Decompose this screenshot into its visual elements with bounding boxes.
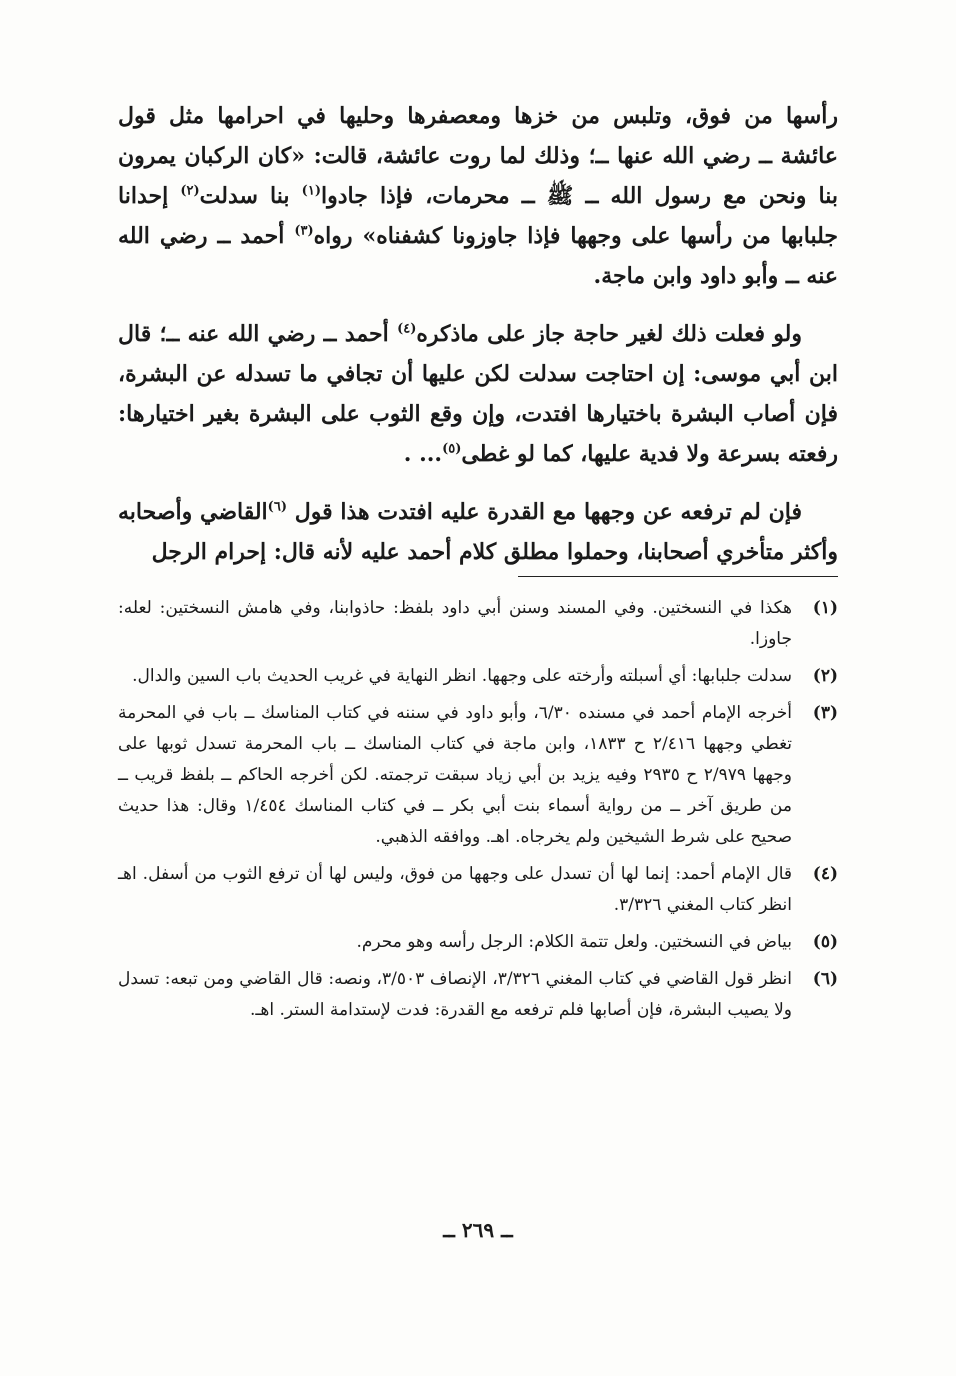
paragraph-3 xyxy=(118,492,838,572)
footnote-6 xyxy=(118,964,838,1026)
footnote-number: (١) xyxy=(812,598,838,618)
footnote-text: بياض في النسختين. ولعل تتمة الكلام: الرجل رأسه وهو محرم. xyxy=(356,932,792,952)
footnote-text: انظر قول القاضي في كتاب المغني ٣/٣٢٦، الإنصاف ٣/٥٠٣، ونصه: قال القاضي ومن تبعه: تسدل ولا يصيب البشرة، فإن أصابها فلم ترفعه مع القدرة: فدت لإستدامة الستر. اهـ. xyxy=(118,969,792,1020)
footnote-3 xyxy=(118,698,838,853)
paragraph-2-part-c: ... . xyxy=(403,441,443,467)
footnotes xyxy=(118,593,838,1026)
paragraph-2 xyxy=(118,314,838,474)
footnote-4 xyxy=(118,859,838,921)
footnote-number: (٥) xyxy=(812,932,838,952)
main-text xyxy=(118,96,838,572)
paragraph-1-part-d: أحمد ــ رضي الله عنه ــ وأبو داود وابن ماجة. xyxy=(118,223,838,289)
paragraph-1-part-c: إحدانا جلبابها من رأسها على وجهها فإذا جاوزونا كشفناه» رواه xyxy=(118,183,839,249)
footnote-marker-4: (٤) xyxy=(397,321,417,337)
footnote-5 xyxy=(118,927,838,958)
footnote-number: (٣) xyxy=(812,703,838,723)
footnote-marker-2: (٢) xyxy=(180,183,200,199)
paragraph-1-part-a: رأسها من فوق، وتلبس من خزها ومعصفرها وحليها في احرامها مثل قول عائشة ــ رضي الله عنها ــ؛ وذلك لما روت عائشة، قالت: «كان الركبان يمرون بنا ونحن مع رسول الله ــ ﷺ ــ محرمات، فإذا جادوا xyxy=(118,103,839,209)
footnote-marker-6: (٦) xyxy=(267,499,287,515)
footnote-number: (٤) xyxy=(812,864,838,884)
paragraph-2-part-a: ولو فعلت ذلك لغير حاجة جاز على ماذكره xyxy=(416,321,802,347)
footnote-2 xyxy=(118,661,838,692)
paragraph-3-part-a: فإن لم ترفعه عن وجهها مع القدرة عليه افتدت هذا قول xyxy=(286,499,802,525)
footnote-marker-3: (٣) xyxy=(294,223,314,239)
paragraph-3-part-b: القاضي وأصحابه وأكثر متأخري أصحابنا، وحملوا مطلق كلام أحمد عليه لأنه قال: إحرام الرجل xyxy=(118,499,838,565)
footnote-number: (٦) xyxy=(812,969,838,989)
footnote-text: أخرجه الإمام أحمد في مسنده ٦/٣٠، وأبو داود في سننه في كتاب المناسك ــ باب في المحرمة تغطي وجهها ٢/٤١٦ ح ١٨٣٣، وابن ماجة في كتاب المناسك ــ باب المحرمة تسدل ثوبها على وجهها ٢/٩٧٩ ح ٢٩٣٥ وفيه يزيد بن أبي زياد سبقت ترجمته. لكن أخرجه الحاكم ــ بلفظ قريب ــ من طريق آخر ــ من رواية أسماء بنت أبي بكر ــ في كتاب المناسك ١/٤٥٤ وقال: هذا حديث صحيح على شرط الشيخين ولم يخرجاه. اهـ. ووافقه الذهبي. xyxy=(118,703,793,847)
page-number: ــ ٢٦٩ ــ xyxy=(443,1218,513,1242)
footnote-divider xyxy=(518,576,838,577)
footnote-1 xyxy=(118,593,838,655)
footnote-text: هكذا في النسختين. وفي المسند وسنن أبي داود بلفظ: حاذوابنا، وفي هامش النسختين: لعله: جاوزا. xyxy=(118,598,792,649)
footnote-marker-5: (٥) xyxy=(442,441,462,457)
footnote-marker-1: (١) xyxy=(301,183,321,199)
paragraph-2-part-b: أحمد ــ رضي الله عنه ــ؛ قال ابن أبي موسى: إن احتاجت سدلت لكن عليها أن تجافي ما تسدله عن البشرة، فإن أصاب البشرة باختيارها افتدت، وإن وقع الثوب على البشرة بغير اختيارها: رفعته بسرعة ولا فدية عليها، كما لو غطى xyxy=(118,321,838,467)
page xyxy=(118,96,838,1032)
paragraph-1 xyxy=(118,96,838,296)
footnote-text: سدلت جلبابها: أي أسبلته وأرخته على وجهها. انظر النهاية في غريب الحديث باب السين والدال. xyxy=(132,666,792,686)
footnote-text: قال الإمام أحمد: إنما لها أن تسدل على وجهها من فوق، وليس لها أن ترفع الثوب من أسفل. اهـ انظر كتاب المغني ٣/٣٢٦. xyxy=(118,864,792,915)
paragraph-1-part-b: بنا سدلت xyxy=(199,183,302,209)
footnote-number: (٢) xyxy=(812,666,838,686)
